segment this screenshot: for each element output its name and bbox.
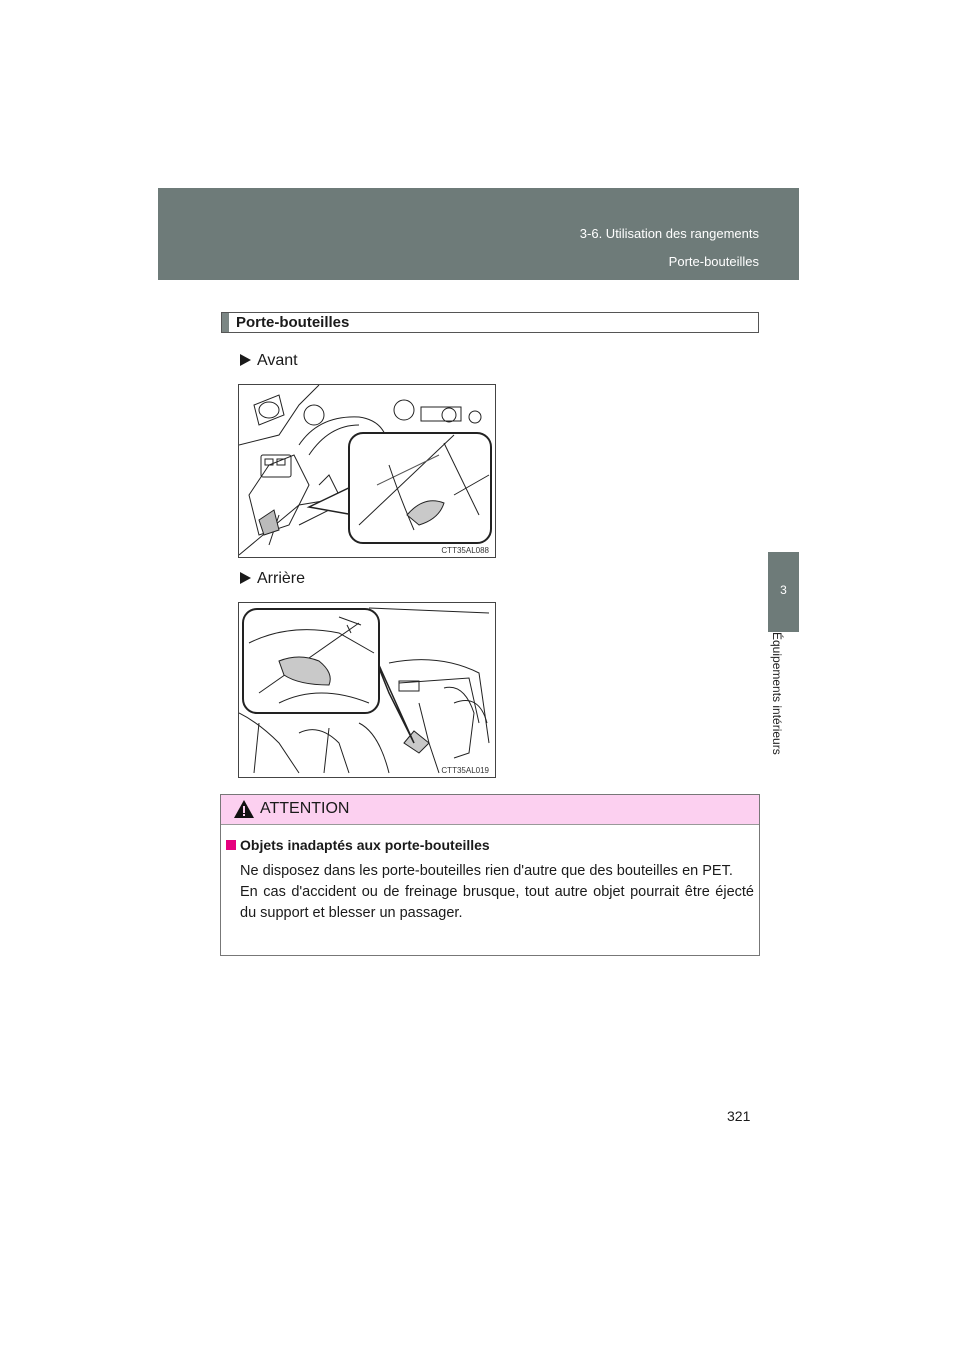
square-bullet-icon xyxy=(226,840,236,850)
section-heading xyxy=(221,312,759,333)
section-title: Porte-bouteilles xyxy=(236,314,350,331)
chapter-label-container xyxy=(770,632,784,755)
chapter-tab xyxy=(768,552,799,632)
chapter-label: Équipements intérieurs xyxy=(770,632,784,755)
figure-rear xyxy=(238,602,496,778)
header-subsection-title: Porte-bouteilles xyxy=(668,254,759,269)
figure-front xyxy=(238,384,496,558)
warning-body xyxy=(240,861,754,924)
warning-header xyxy=(221,795,759,825)
figure-front-label xyxy=(240,352,298,370)
section-heading-bar xyxy=(222,313,229,332)
figure-front-label-text: Avant xyxy=(257,352,298,369)
figure-front-code: CTT35AL088 xyxy=(441,546,489,555)
page-number: 321 xyxy=(727,1108,751,1124)
warning-paragraph: En cas d'accident ou de freinage brusque, tout autre objet pourrait être éjecté du support et blesser un passager. xyxy=(240,884,754,921)
warning-title: ATTENTION xyxy=(260,800,350,817)
warning-subtitle-text: Objets inadaptés aux porte-bouteilles xyxy=(240,837,490,853)
figure-rear-code: CTT35AL019 xyxy=(441,766,489,775)
front-interior-illustration xyxy=(239,385,495,557)
warning-box xyxy=(220,794,760,956)
page-header xyxy=(158,188,799,280)
warning-subtitle xyxy=(226,837,490,853)
rear-interior-illustration xyxy=(239,603,495,777)
triangle-bullet-icon xyxy=(240,572,251,584)
header-section-title: 3-6. Utilisation des rangements xyxy=(579,226,759,241)
chapter-number: 3 xyxy=(780,583,787,597)
warning-paragraph: Ne disposez dans les porte-bouteilles rien d'autre que des bouteilles en PET. xyxy=(240,863,733,879)
triangle-bullet-icon xyxy=(240,354,251,366)
figure-rear-label-text: Arrière xyxy=(257,570,306,587)
figure-rear-label xyxy=(240,570,305,588)
warning-triangle-icon xyxy=(233,799,255,819)
